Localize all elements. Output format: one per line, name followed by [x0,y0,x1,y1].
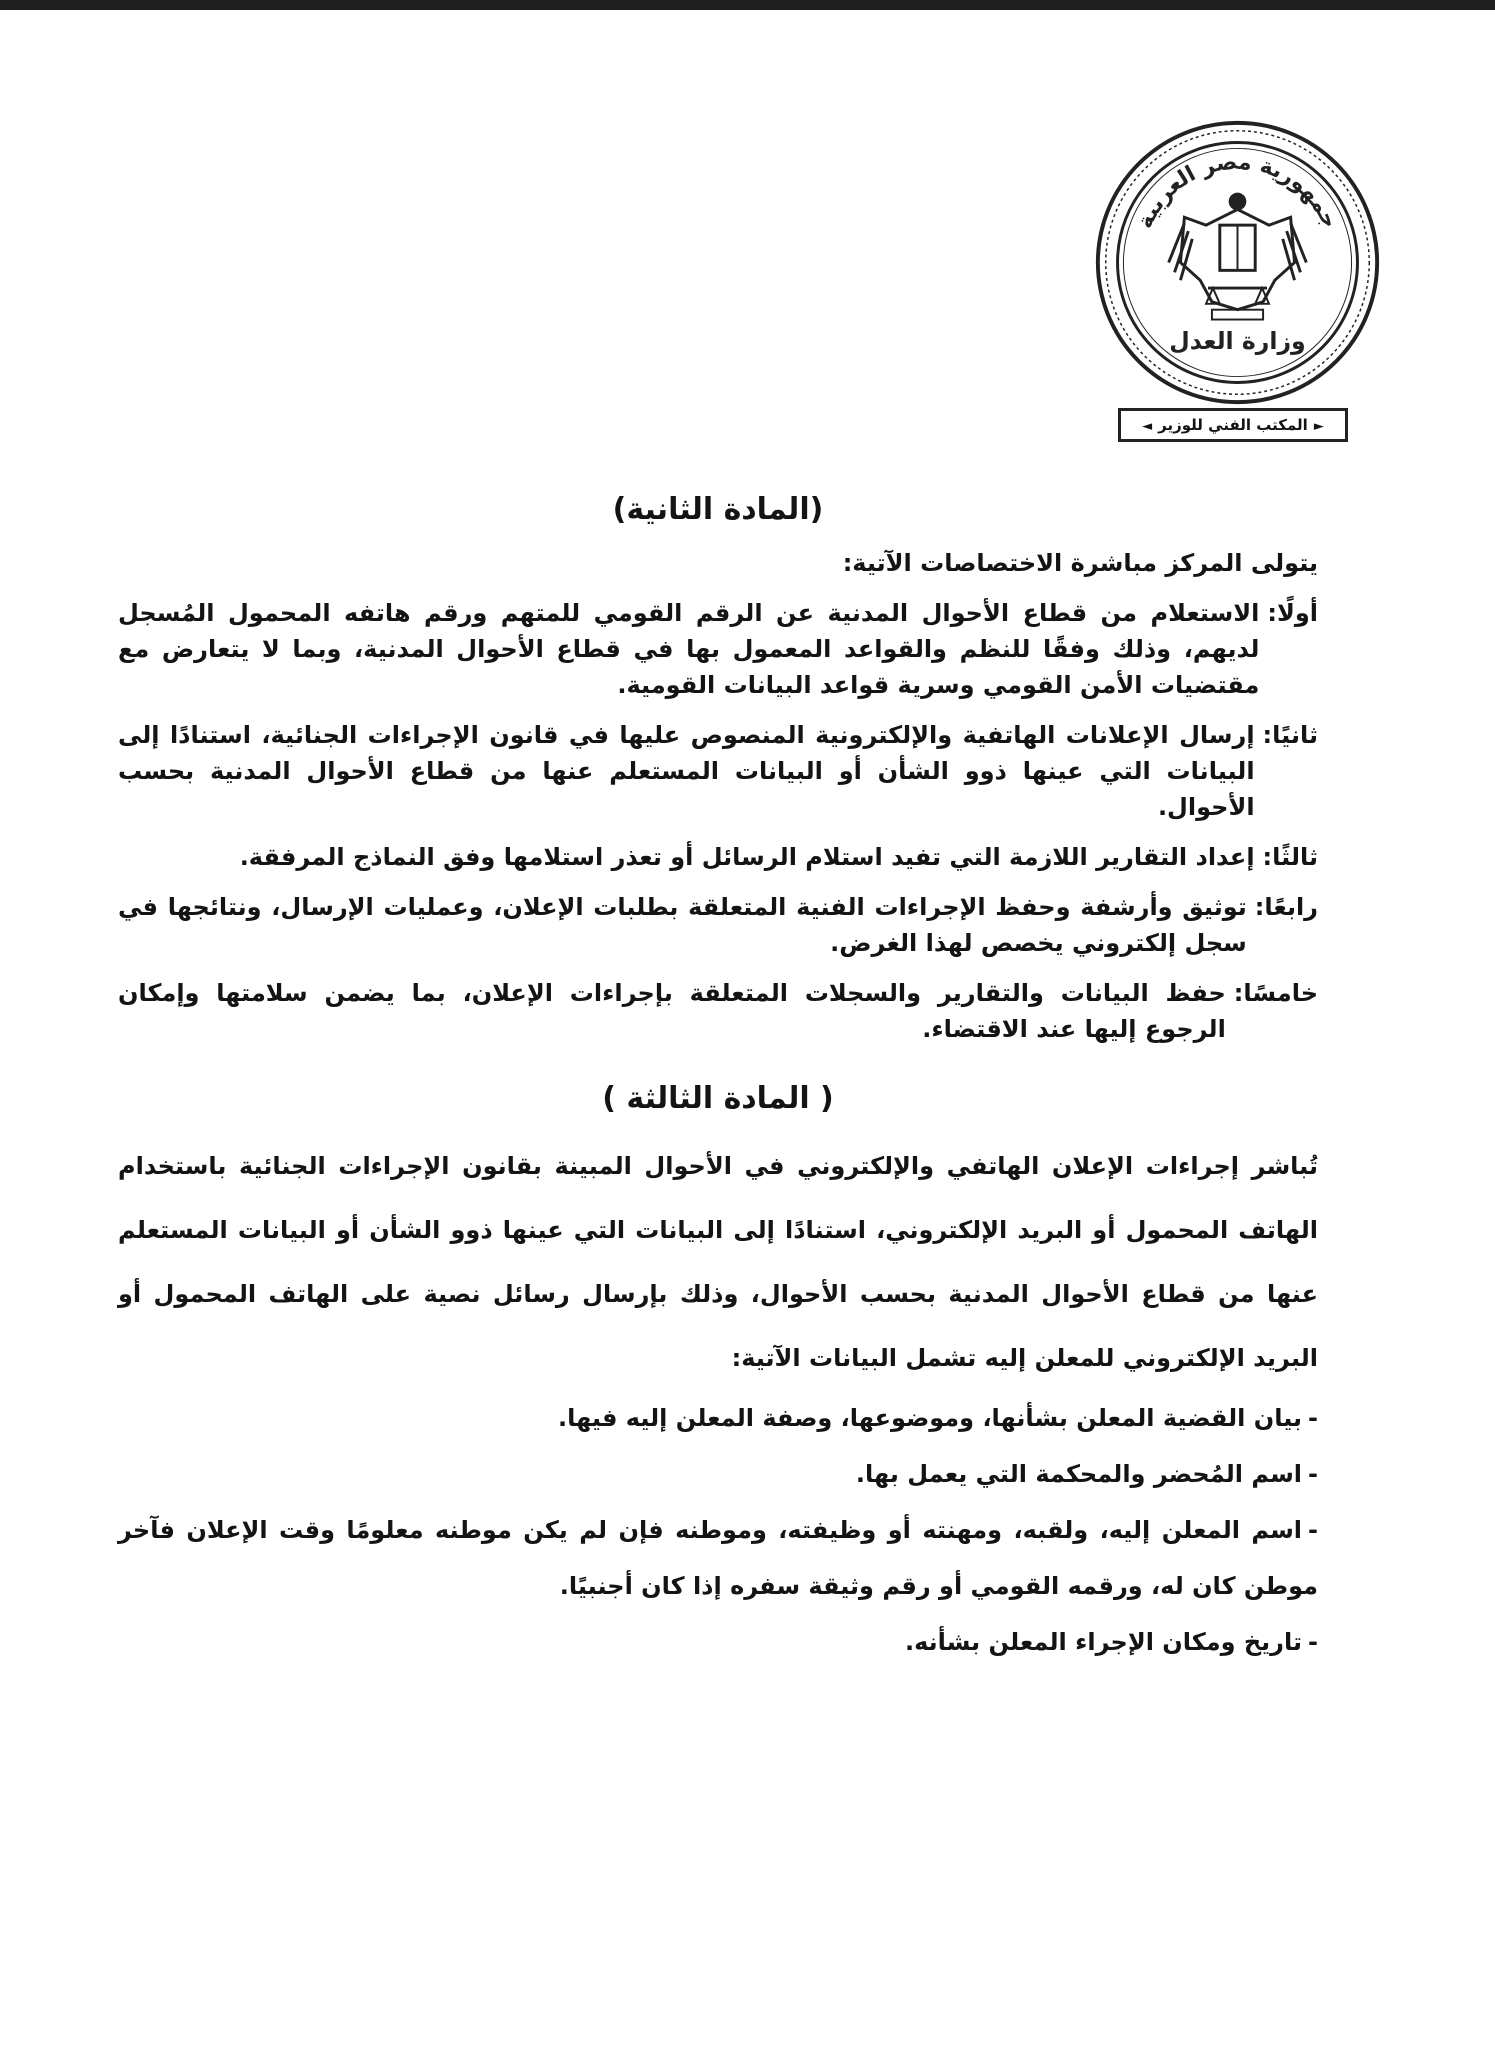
ornament-left-icon: ◄ [1142,419,1153,434]
article-three [118,1081,1318,1670]
article-two-title: (المادة الثانية) [612,492,824,527]
clause-2 [118,717,1318,825]
office-label-text: المكتب الفني للوزير [1158,416,1308,434]
clause-1 [118,595,1318,703]
article-two [118,492,1318,1047]
clause-label: ثانيًا: [1262,721,1318,749]
list-item: -اسم المعلن إليه، ولقبه، ومهنته أو وظيفته، وموطنه فإن لم يكن موطنه معلومًا وقت الإعلان فآخر موطن كان له، ورقمه القومي أو رقم وثيقة سفره إذا كان أجنبيًا. [118,1516,1318,1600]
ministry-seal-emblem [1090,115,1385,410]
eagle-icon [1169,193,1307,320]
clause-4 [118,889,1318,961]
document-body [118,492,1318,1670]
article-two-intro: يتولى المركز مباشرة الاختصاصات الآتية: [842,549,1318,577]
list-item: -اسم المُحضر والمحكمة التي يعمل بها. [855,1460,1318,1488]
clause-label: خامسًا: [1233,979,1318,1007]
clause-text: حفظ البيانات والتقارير والسجلات المتعلقة بإجراءات الإعلان، بما يضمن سلامتها وإمكان الرجوع إليها عند الاقتضاء. [118,979,1226,1043]
article-three-list [118,1390,1318,1670]
clause-label: أولًا: [1267,599,1318,627]
list-item: -تاريخ ومكان الإجراء المعلن بشأنه. [905,1628,1318,1656]
clause-text: الاستعلام من قطاع الأحوال المدنية عن الرقم القومي للمتهم ورقم هاتفه المحمول المُسجل لديهم، وذلك وفقًا للنظم والقواعد المعمول بها في قطاع الأحوال المدنية، وبما لا يتعارض مع مقتضيات الأمن القومي وسرية قواعد البيانات القومية. [118,599,1260,699]
clause-5 [118,975,1318,1047]
article-three-body: تُباشر إجراءات الإعلان الهاتفي والإلكتروني في الأحوال المبينة بقانون الإجراءات الجنائية باستخدام الهاتف المحمول أو البريد الإلكتروني، استنادًا إلى البيانات التي عينها ذوو الشأن أو البيانات المستعلم عنها من قطاع الأحوال المدنية بحسب الأحوال، وذلك بإرسال رسائل نصية على الهاتف المحمول أو البريد الإلكتروني للمعلن إليه تشمل البيانات الآتية: [118,1152,1318,1372]
top-border [0,0,1495,10]
clause-label: رابعًا: [1254,893,1318,921]
seal-arc-text: جمهورية مصر العربية [1132,149,1343,233]
seal-bottom-text: وزارة العدل [1169,327,1306,356]
clause-label: ثالثًا: [1262,843,1318,871]
clause-text: توثيق وأرشفة وحفظ الإجراءات الفنية المتعلقة بطلبات الإعلان، وعمليات الإرسال، ونتائجها في سجل إلكتروني يخصص لهذا الغرض. [118,893,1247,957]
clause-text: إعداد التقارير اللازمة التي تفيد استلام الرسائل أو تعذر استلامها وفق النماذج المرفقة. [239,843,1255,871]
article-three-title: ( المادة الثالثة ) [602,1081,834,1116]
clause-3 [118,839,1318,875]
ornament-right-icon: ► [1313,419,1324,434]
clause-text: إرسال الإعلانات الهاتفية والإلكترونية المنصوص عليها في قانون الإجراءات الجنائية، استنادًا إلى البيانات التي عينها ذوو الشأن أو البيانات المستعلم عنها من قطاع الأحوال المدنية بحسب الأحوال. [118,721,1255,821]
office-label-box [1118,408,1348,442]
list-item: -بيان القضية المعلن بشأنها، وموضوعها، وصفة المعلن إليه فيها. [557,1404,1318,1432]
